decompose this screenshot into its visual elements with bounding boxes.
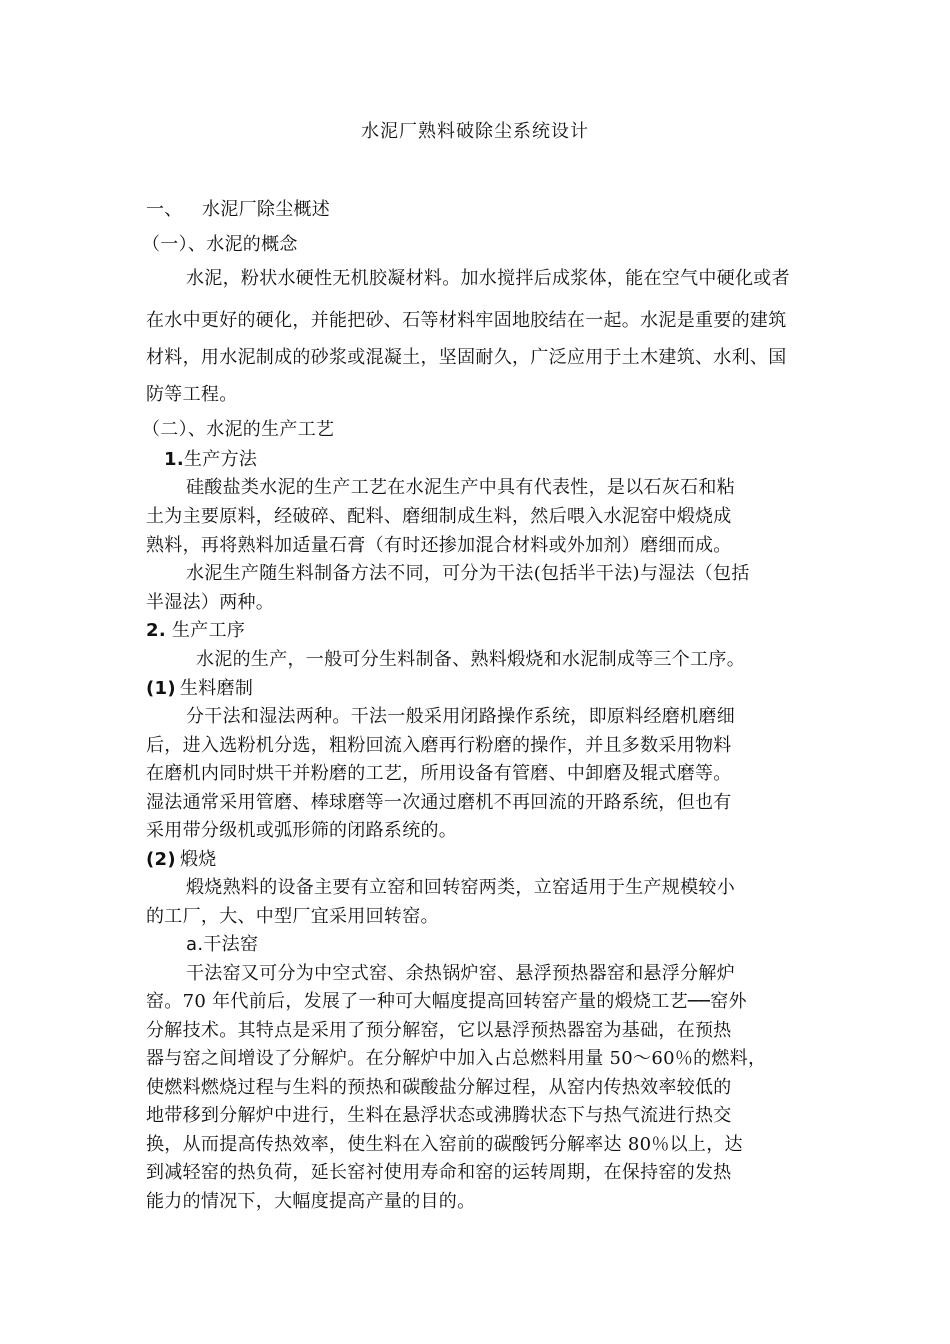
numbered-heading	[164, 449, 257, 471]
numbered-heading	[146, 849, 217, 871]
heading-number: a.	[186, 934, 204, 955]
paragraph-line: 水泥，粉状水硬性无机胶凝材料。加水搅拌后成浆体，能在空气中硬化或者	[186, 268, 790, 289]
paragraph-line: 熟料，再将熟料加适量石膏（有时还掺加混合材料或外加剂）磨细而成。	[146, 535, 732, 556]
paragraph-line: 窑。70 年代前后，发展了一种可大幅度提高回转窑产量的煅烧工艺──窑外	[146, 991, 747, 1012]
heading-label: 生料磨制	[180, 678, 254, 699]
paragraph-line: 使燃料燃烧过程与生料的预热和碳酸盐分解过程，从窑内传热效率较低的	[146, 1077, 732, 1098]
paragraph-line: 地带移到分解炉中进行，生料在悬浮状态或沸腾状态下与热气流进行热交	[146, 1105, 732, 1126]
paragraph-line: 在水中更好的硬化，并能把砂、石等材料牢固地胶结在一起。水泥是重要的建筑	[146, 310, 787, 331]
paragraph-line: 后，进入选粉机分选，粗粉回流入磨再行粉磨的操作，并且多数采用物料	[146, 735, 732, 756]
document-title: 水泥厂熟料破除尘系统设计	[361, 121, 589, 142]
paragraph-line: 的工厂，大、中型厂宜采用回转窑。	[146, 906, 439, 927]
section-label: 水泥厂除尘概述	[202, 199, 331, 220]
paragraph-line: 干法窑又可分为中空式窑、余热锅炉窑、悬浮预热器窑和悬浮分解炉	[186, 963, 735, 984]
heading-label: 生产工序	[172, 620, 246, 641]
paragraph-line: 分解技术。其特点是采用了预分解窑，它以悬浮预热器窑为基础，在预热	[146, 1020, 732, 1041]
heading-number: (2)	[146, 849, 176, 870]
paragraph-line: 硅酸盐类水泥的生产工艺在水泥生产中具有代表性，是以石灰石和粘	[186, 477, 735, 498]
paragraph-line: 水泥的生产，一般可分生料制备、熟料煅烧和水泥制成等三个工序。	[196, 649, 745, 670]
paragraph-line: 材料，用水泥制成的砂浆或混凝土，坚固耐久，广泛应用于土木建筑、水利、国	[146, 347, 787, 368]
paragraph-line: 半湿法）两种。	[146, 592, 275, 613]
heading-number: (1)	[146, 678, 176, 699]
paragraph-line: 器与窑之间增设了分解炉。在分解炉中加入占总燃料用量 50～60％的燃料，	[146, 1048, 767, 1069]
subsection-heading: （二）、水泥的生产工艺	[142, 419, 335, 440]
heading-number: 2.	[146, 620, 166, 641]
section-heading	[146, 199, 330, 221]
paragraph-line: 换，从而提高传热效率，使生料在入窑前的碳酸钙分解率达 80％以上，达	[146, 1134, 743, 1155]
heading-label: 干法窑	[203, 934, 259, 955]
paragraph-line: 采用带分级机或弧形筛的闭路系统的。	[146, 820, 458, 841]
paragraph-line: 分干法和湿法两种。干法一般采用闭路操作系统，即原料经磨机磨细	[186, 706, 735, 727]
numbered-heading	[186, 934, 258, 956]
paragraph-line: 煅烧熟料的设备主要有立窑和回转窑两类，立窑适用于生产规模较小	[186, 877, 735, 898]
paragraph-line: 在磨机内同时烘干并粉磨的工艺，所用设备有管磨、中卸磨及辊式磨等。	[146, 763, 732, 784]
paragraph-line: 能力的情况下，大幅度提高产量的目的。	[146, 1191, 476, 1212]
section-number: 一、	[146, 199, 183, 220]
paragraph-line: 土为主要原料，经破碎、配料、磨细制成生料，然后喂入水泥窑中煅烧成	[146, 506, 732, 527]
heading-label: 煅烧	[180, 849, 217, 870]
paragraph-line: 到减轻窑的热负荷，延长窑衬使用寿命和窑的运转周期，在保持窑的发热	[146, 1162, 732, 1183]
paragraph-line: 防等工程。	[146, 384, 238, 405]
paragraph-line: 湿法通常采用管磨、棒球磨等一次通过磨机不再回流的开路系统，但也有	[146, 792, 732, 813]
numbered-heading	[146, 620, 245, 642]
subsection-heading: （一）、水泥的概念	[142, 234, 298, 255]
heading-number: 1.	[164, 449, 184, 470]
numbered-heading	[146, 678, 253, 700]
paragraph-line: 水泥生产随生料制备方法不同，可分为干法(包括半干法)与湿法（包括	[186, 563, 750, 584]
heading-label: 生产方法	[183, 449, 258, 470]
